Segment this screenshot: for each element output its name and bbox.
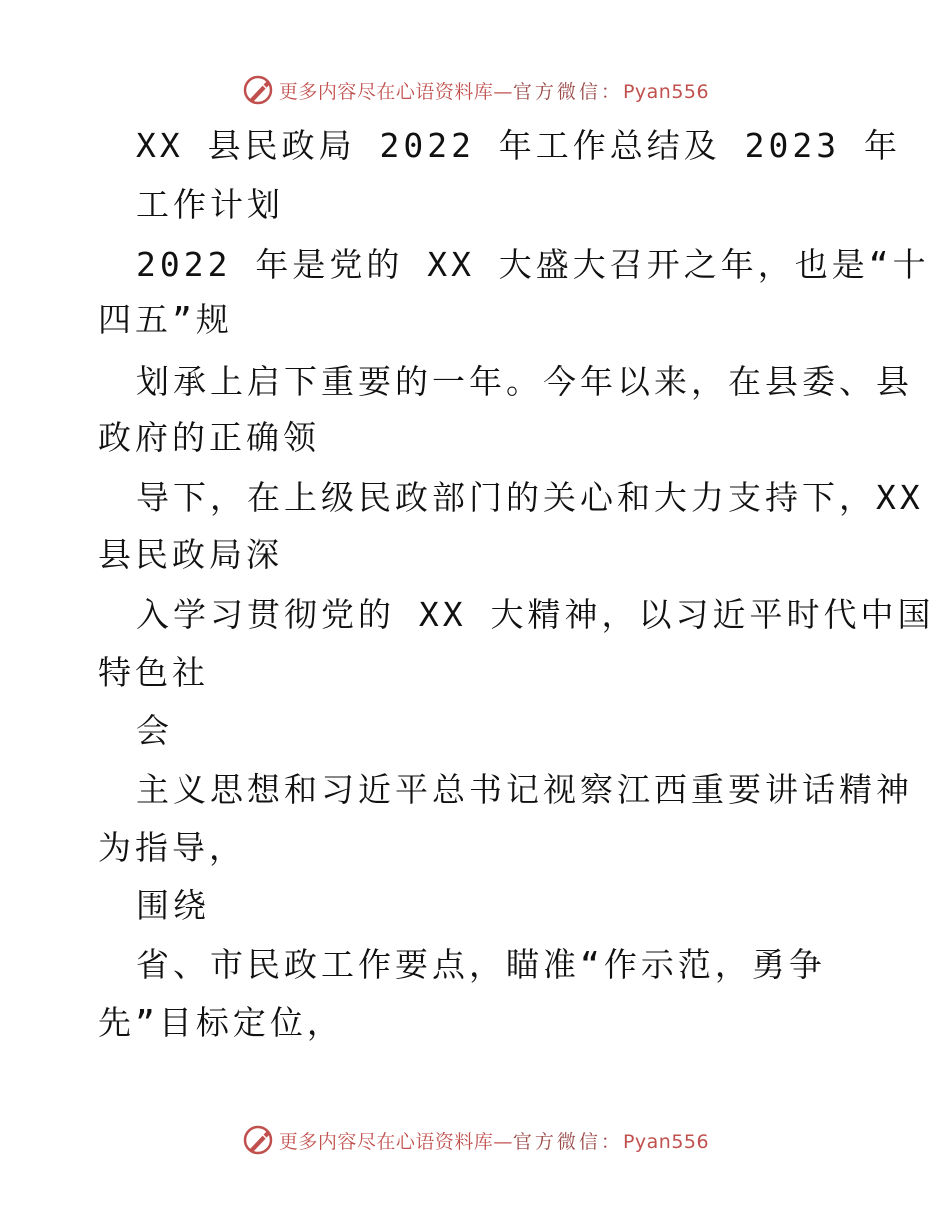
text-line: 先”目标定位， (98, 1003, 344, 1042)
watermark-official: 官方微信： (512, 1130, 623, 1153)
watermark-dash: — (493, 80, 513, 103)
text-line: 县民政局深 (98, 535, 283, 574)
pen-logo-icon (241, 1123, 275, 1157)
watermark-library: 更多内容尽在心语资料库 (278, 1130, 494, 1153)
watermark-bottom (0, 1120, 950, 1160)
watermark-id: Pyan556 (622, 1130, 710, 1153)
text-line: 为指导， (98, 828, 246, 867)
text-line: 2022 年是党的 XX 大盛大召开之年，也是“十 (136, 245, 930, 284)
text-line: 划承上启下重要的一年。今年以来，在县委、县 (136, 362, 913, 401)
text-line: XX 县民政局 2022 年工作总结及 2023 年 (136, 126, 902, 165)
watermark-dash: — (493, 1130, 513, 1153)
watermark-id: Pyan556 (622, 80, 710, 103)
text-line: 主义思想和习近平总书记视察江西重要讲话精神 (136, 770, 913, 809)
text-line: 围绕 (136, 886, 210, 925)
text-line: 会 (136, 711, 173, 750)
text-line: 入学习贯彻党的 XX 大精神，以习近平时代中国 (136, 595, 935, 634)
text-line: 省、市民政工作要点，瞄准“作示范，勇争 (136, 945, 826, 984)
text-line: 四五”规 (98, 300, 233, 339)
watermark-text (279, 1127, 709, 1154)
watermark-official: 官方微信： (512, 80, 623, 103)
text-line: 特色社 (98, 653, 209, 692)
text-line: 政府的正确领 (98, 418, 320, 457)
watermark-library: 更多内容尽在心语资料库 (278, 80, 494, 103)
text-line: 工作计划 (136, 185, 284, 224)
text-line: 导下，在上级民政部门的关心和大力支持下，XX (136, 478, 924, 517)
